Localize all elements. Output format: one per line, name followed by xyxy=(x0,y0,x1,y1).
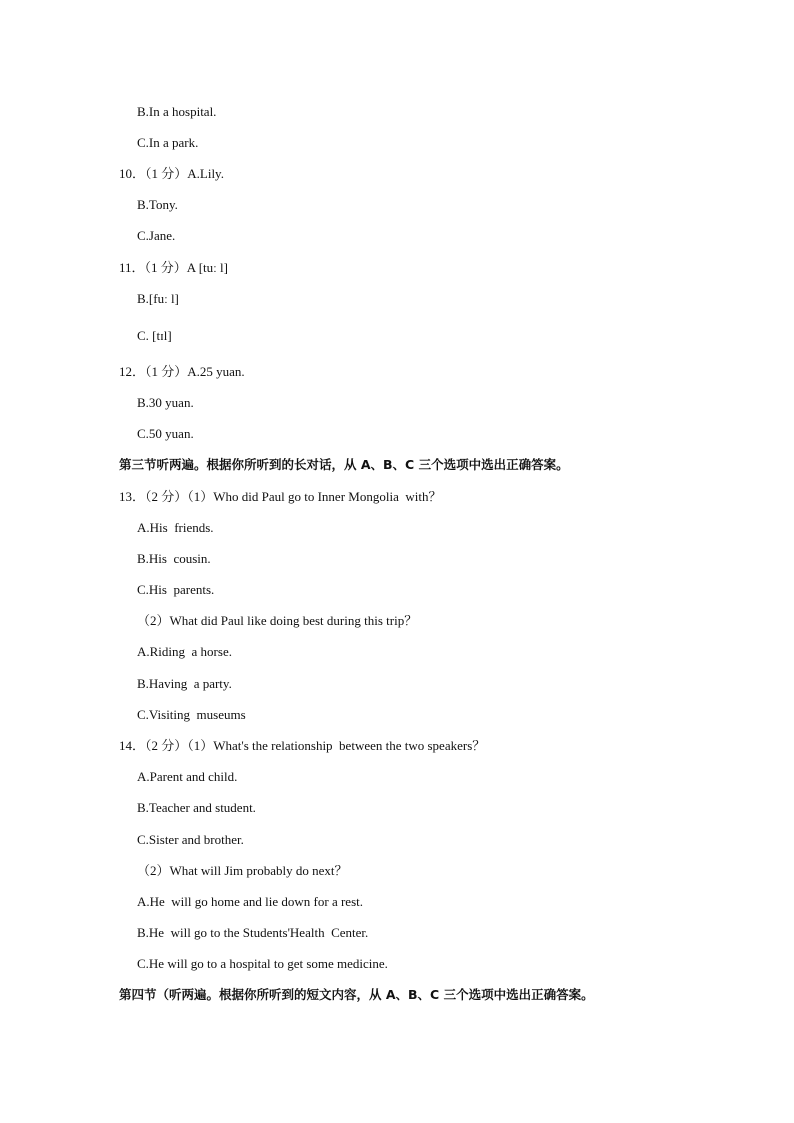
option-14-1c: C.Sister and brother. xyxy=(137,832,244,847)
question-14: 14．（2 分）（1）What's the relationship between the two speakers？ xyxy=(119,738,486,753)
option-10b: B.Tony. xyxy=(137,197,178,212)
option-9c: C.In a park. xyxy=(137,135,199,150)
option-9b: B.In a hospital. xyxy=(137,104,217,119)
option-11b: B.[fuː l] xyxy=(137,291,179,306)
option-13-2b: B.Having a party. xyxy=(137,676,232,691)
question-13-2: （2）What did Paul like doing best during this trip？ xyxy=(137,613,418,628)
question-12: 12．（1 分）A.25 yuan. xyxy=(119,364,245,379)
option-14-2a: A.He will go home and lie down for a rest. xyxy=(137,894,364,909)
option-13-2c: C.Visiting museums xyxy=(137,707,246,722)
section-3-heading: 第三节听两遍。根据你所听到的长对话，从 A、B、C 三个选项中选出正确答案。 xyxy=(119,457,569,472)
option-13-1c: C.His parents. xyxy=(137,582,215,597)
option-13-1a: A.His friends. xyxy=(137,520,214,535)
question-13: 13．（2 分）（1）Who did Paul go to Inner Mongolia with？ xyxy=(119,489,442,504)
question-14-2: （2）What will Jim probably do next？ xyxy=(137,863,348,878)
option-14-2b: B.He will go to the Students'Health Center. xyxy=(137,925,369,940)
option-13-1b: B.His cousin. xyxy=(137,551,211,566)
option-13-2a: A.Riding a horse. xyxy=(137,644,232,659)
question-10: 10．（1 分）A.Lily. xyxy=(119,166,224,181)
option-10c: C.Jane. xyxy=(137,228,176,243)
option-11c: C. [tɪl] xyxy=(137,328,172,343)
question-11: 11．（1 分）A [tuː l] xyxy=(119,260,228,275)
option-14-2c: C.He will go to a hospital to get some medicine. xyxy=(137,956,388,971)
option-14-1b: B.Teacher and student. xyxy=(137,800,256,815)
option-12c: C.50 yuan. xyxy=(137,426,194,441)
section-4-heading: 第四节（听两遍。根据你所听到的短文内容，从 A、B、C 三个选项中选出正确答案。 xyxy=(119,987,594,1002)
option-14-1a: A.Parent and child. xyxy=(137,769,238,784)
option-12b: B.30 yuan. xyxy=(137,395,194,410)
